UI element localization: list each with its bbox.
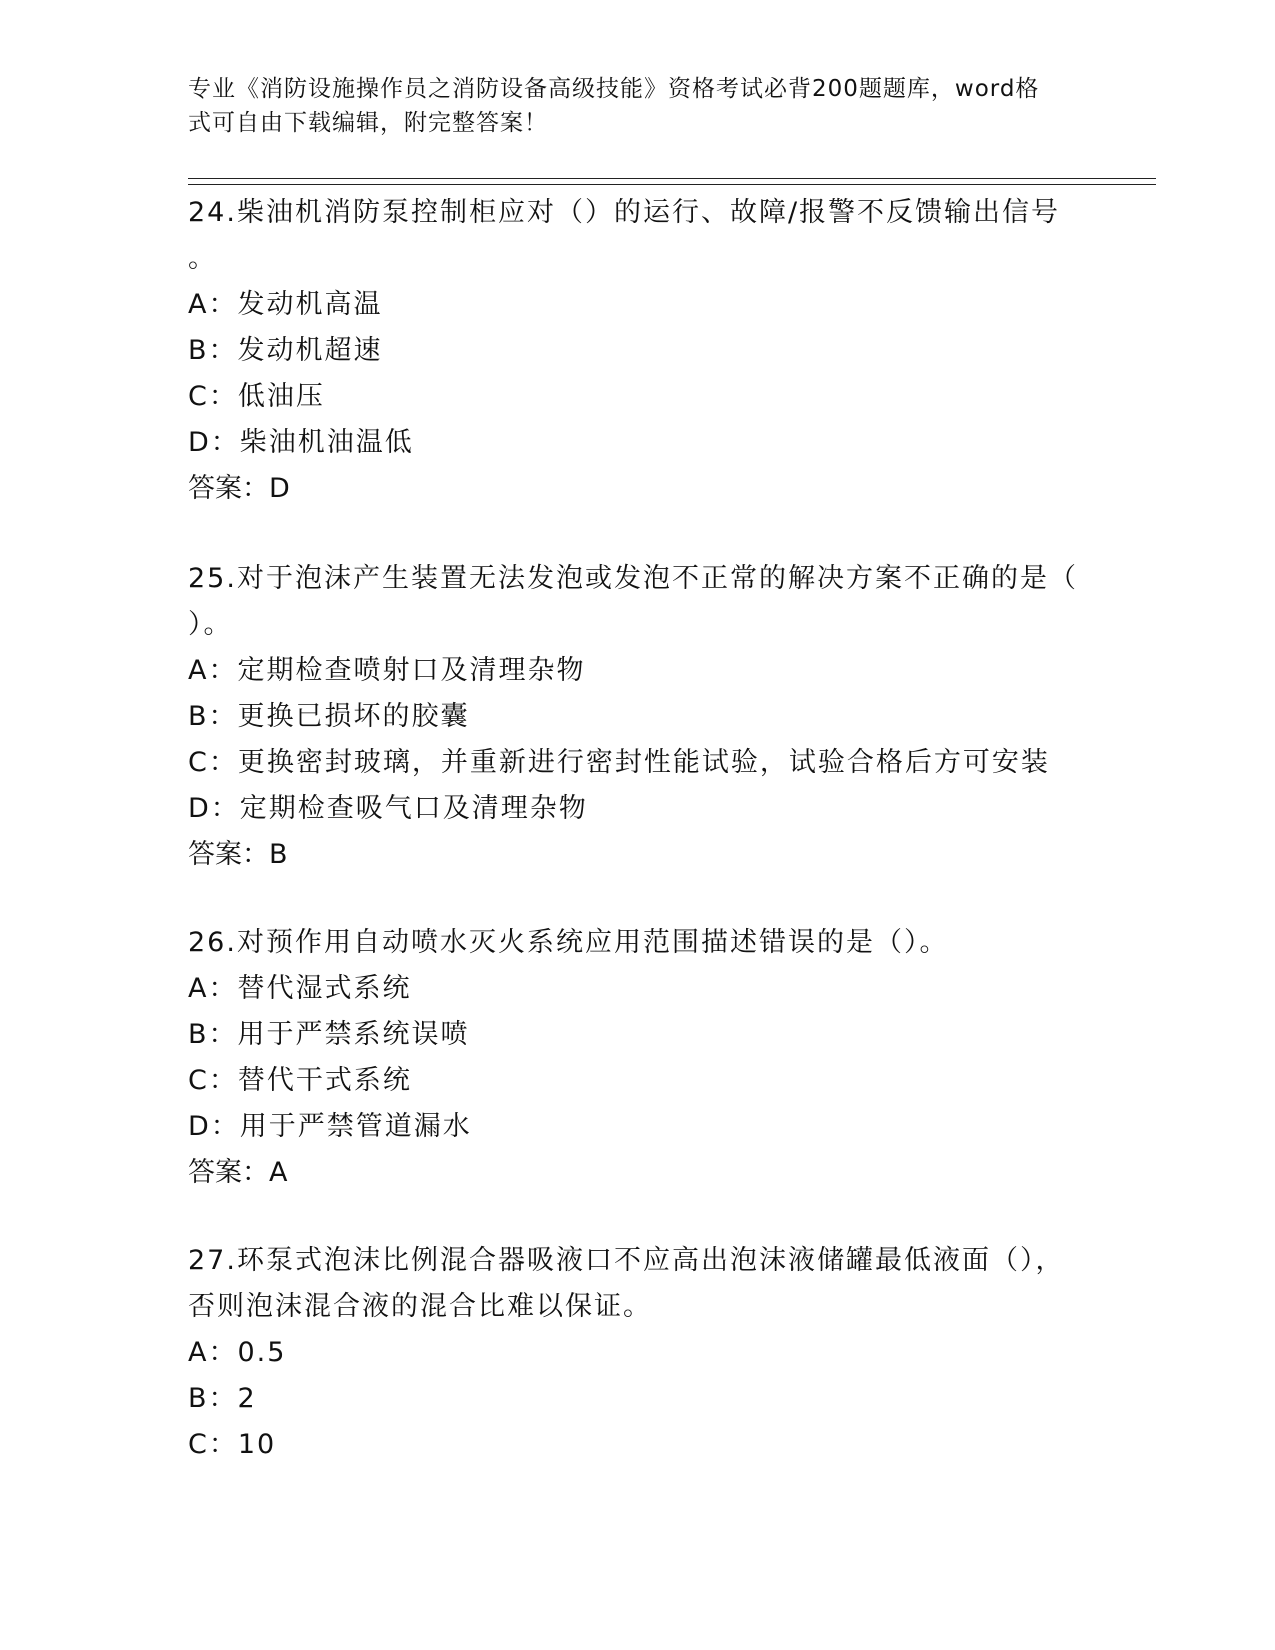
question-stem-line-1: 26.对预作用自动喷水灭火系统应用范围描述错误的是（）。 <box>188 927 949 958</box>
option-a: A：替代湿式系统 <box>188 973 412 1004</box>
option-d: D：定期检查吸气口及清理杂物 <box>188 793 588 824</box>
document-header <box>188 72 1068 140</box>
option-a: A：0.5 <box>188 1337 287 1368</box>
header-divider-bottom <box>188 184 1156 185</box>
option-d: D：用于严禁管道漏水 <box>188 1111 472 1142</box>
option-c: C：更换密封玻璃，并重新进行密封性能试验，试验合格后方可安装 <box>188 747 1050 778</box>
question-27 <box>188 1238 1088 1468</box>
option-b: B：发动机超速 <box>188 335 383 366</box>
question-stem-line-1: 27.环泵式泡沫比例混合器吸液口不应高出泡沫液储罐最低液面（）， <box>188 1245 1065 1276</box>
question-stem-line-2: 。 <box>188 243 217 274</box>
question-stem-line-1: 24.柴油机消防泵控制柜应对（）的运行、故障/报警不反馈输出信号 <box>188 197 1061 228</box>
option-a: A：定期检查喷射口及清理杂物 <box>188 655 586 686</box>
answer: 答案：A <box>188 1157 288 1188</box>
question-26 <box>188 920 1088 1196</box>
answer: 答案：B <box>188 839 288 870</box>
option-c: C：低油压 <box>188 381 325 412</box>
header-line-1: 专业《消防设施操作员之消防设备高级技能》资格考试必背200题题库，word格 <box>188 76 1040 102</box>
option-a: A：发动机高温 <box>188 289 383 320</box>
option-b: B：用于严禁系统误喷 <box>188 1019 470 1050</box>
question-stem-line-2: 否则泡沫混合液的混合比难以保证。 <box>188 1291 652 1322</box>
option-c: C：10 <box>188 1429 277 1460</box>
question-stem-line-1: 25.对于泡沫产生装置无法发泡或发泡不正常的解决方案不正确的是（ <box>188 563 1078 594</box>
header-line-2: 式可自由下载编辑，附完整答案！ <box>188 110 548 136</box>
question-stem-line-2: ）。 <box>188 609 233 640</box>
option-b: B：2 <box>188 1383 257 1414</box>
header-divider-top <box>188 178 1156 179</box>
option-b: B：更换已损坏的胶囊 <box>188 701 470 732</box>
answer: 答案：D <box>188 473 290 504</box>
option-d: D：柴油机油温低 <box>188 427 414 458</box>
question-24 <box>188 190 1088 512</box>
option-c: C：替代干式系统 <box>188 1065 412 1096</box>
question-25 <box>188 556 1088 878</box>
